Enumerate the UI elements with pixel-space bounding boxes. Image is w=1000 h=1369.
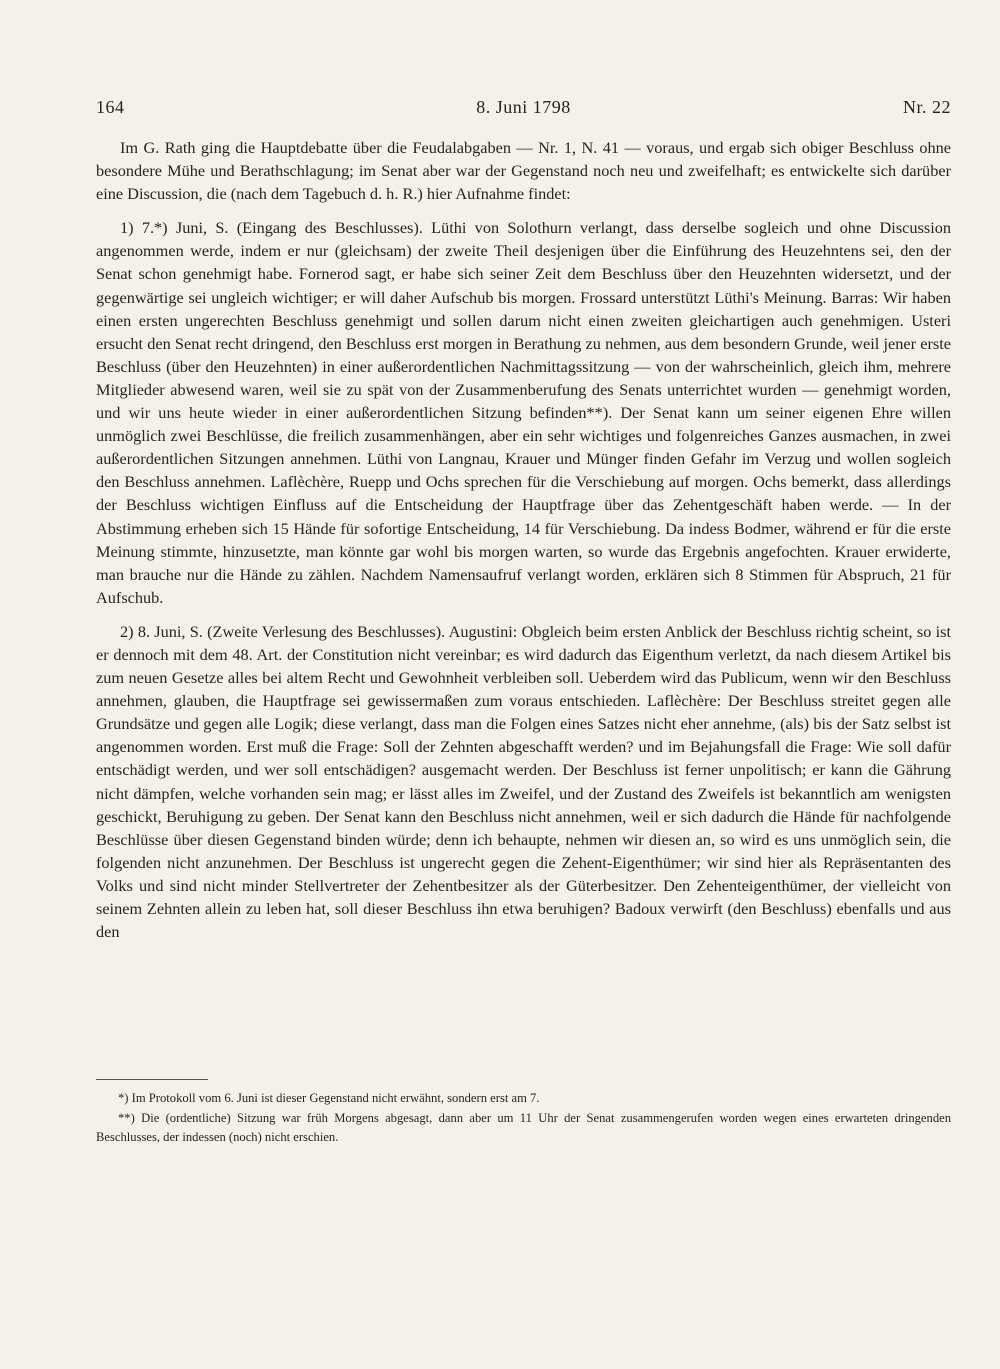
header-date: 8. Juni 1798 xyxy=(476,97,571,117)
paragraph-session-2: 2) 8. Juni, S. (Zweite Verlesung des Beschlusses). Augustini: Obgleich beim ersten Anblick der Beschluss richtig scheint, so ist er dennoch mit dem 48. Art. der Constitution nicht vereinbar; es wird dadurch das Eigenthum verletzt, da nach diesem Artikel bis zum neuen Gesetze alles bei altem Recht und Gewohnheit verbleiben soll. Ueberdem wird das Publicum, wenn wir den Beschluss annehmen, glauben, die Hauptfrage sei gewissermaßen zum voraus entschieden. Laflèchère: Der Beschluss streitet gegen alle Grundsätze und gegen alle Logik; diese verlangt, dass man die Folgen eines Satzes nicht eher annehme, (als) bis der Satz selbst ist angenommen worden. Erst muß die Frage: Soll der Zehnten abgeschafft werden? und im Bejahungsfall die Frage: Wie soll dafür entschädigt werden, und wer soll entschädigen? ausgemacht werden. Der Beschluss ist ferner unpolitisch; er kann die Gährung nicht dämpfen, welche vorhanden sein mag; er lässt alles im Zweifel, und der Zustand des Zweifels ist bekanntlich am wenigsten geschickt, Beruhigung zu geben. Der Senat kann den Beschluss nicht annehmen, weil er sich dadurch die Hände für nachfolgende Beschlüsse über diesen Gegenstand binden würde; denn ich behaupte, nehmen wir diesen an, so wird es uns unmöglich sein, die folgenden nicht anzunehmen. Der Beschluss ist ungerecht gegen die Zehent-Eigenthümer; wir sind hier als Repräsentanten des Volks und sind nicht minder Stellvertreter der Zehentbesitzer als der Güterbesitzer. Den Zehenteigenthümer, der vielleicht von seinem Zehnten allein zu leben hat, soll dieser Beschluss ihn etwa beruhigen? Badoux verwirft (den Beschluss) ebenfalls und aus den xyxy=(96,621,951,942)
footnote-2: **) Die (ordentliche) Sitzung war früh Morgens abgesagt, dann aber um 11 Uhr der Senat zusammengerufen worden wegen eines erwarteten dringenden Beschlusses, der indessen (noch) nicht erschien. xyxy=(96,1110,951,1144)
footnote-1: *) Im Protokoll vom 6. Juni ist dieser Gegenstand nicht erwähnt, sondern erst am 7. xyxy=(118,1091,540,1105)
paragraph-session-1: 1) 7.*) Juni, S. (Eingang des Beschlusses). Lüthi von Solothurn verlangt, dass derselbe sogleich und ohne Discussion angenommen werde, indem er nur (gleichsam) der zweite Theil desjenigen über die Einführung des Heuzehntens sei, den der Senat schon genehmigt habe. Fornerod sagt, er habe sich seiner Zeit dem Beschluss über den Heuzehnten widersetzt, und der gegenwärtige sei ungleich wichtiger; er will daher Aufschub bis morgen. Frossard unterstützt Lüthi's Meinung. Barras: Wir haben einen ersten ungerechten Beschluss genehmigt und sollen darum nicht einen zweiten gleichartigen auch genehmigen. Usteri ersucht den Senat recht dringend, den Beschluss erst morgen in Berathung zu nehmen, aus dem besondern Grunde, weil jener erste Beschluss (über den Heuzehnten) in einer außerordentlichen Nachmittagssitzung — von der wahrscheinlich, gleich ihm, mehrere Mitglieder abwesend waren, weil sie zu spät von der Zusammenberufung des Senats unterrichtet wurden — genehmigt worden, und wir uns heute wieder in einer außerordentlichen Sitzung befinden**). Der Senat kann um seiner eigenen Ehre willen unmöglich zwei Beschlüsse, die freilich zusammenhängen, aber ein sehr wichtiges und folgenreiches Ganzes ausmachen, in zwei außerordentlichen Sitzungen annehmen. Lüthi von Langnau, Krauer und Münger finden Gefahr im Verzug und wollen sogleich den Beschluss annehmen. Laflèchère, Ruepp und Ochs sprechen für die Verschiebung auf morgen. Ochs bemerkt, dass allerdings der Beschluss wichtigen Einfluss auf die Entscheidung der Hauptfrage über das Zehentgeschäft haben werde. — In der Abstimmung erheben sich 15 Hände für sofortige Entscheidung, 14 für Verschiebung. Da indess Bodmer, während er für die erste Meinung stimmte, hinzusetzte, man könnte gar wohl bis morgen warten, so wurde das Ergebnis angefochten. Krauer erwiderte, man brauche nur die Hände zu zählen. Nachdem Namensaufruf verlangt worden, erklären sich 8 Stimmen für Abspruch, 21 für Aufschub. xyxy=(96,218,951,607)
header-number: Nr. 22 xyxy=(903,97,951,117)
running-header xyxy=(96,97,951,121)
footnotes xyxy=(96,1089,951,1148)
body-text xyxy=(96,136,951,954)
paragraph-intro: Im G. Rath ging die Hauptdebatte über die Feudalabgaben — Nr. 1, N. 41 — voraus, und ergab sich obiger Beschluss ohne besondere Mühe und Berathschlagung; im Senat aber war der Gegenstand noch neu und zweifelhaft; es entwickelte sich darüber eine Discussion, die (nach dem Tagebuch d. h. R.) hier Aufnahme findet: xyxy=(96,138,951,204)
footnote-rule xyxy=(96,1079,208,1080)
page-number: 164 xyxy=(96,97,125,117)
